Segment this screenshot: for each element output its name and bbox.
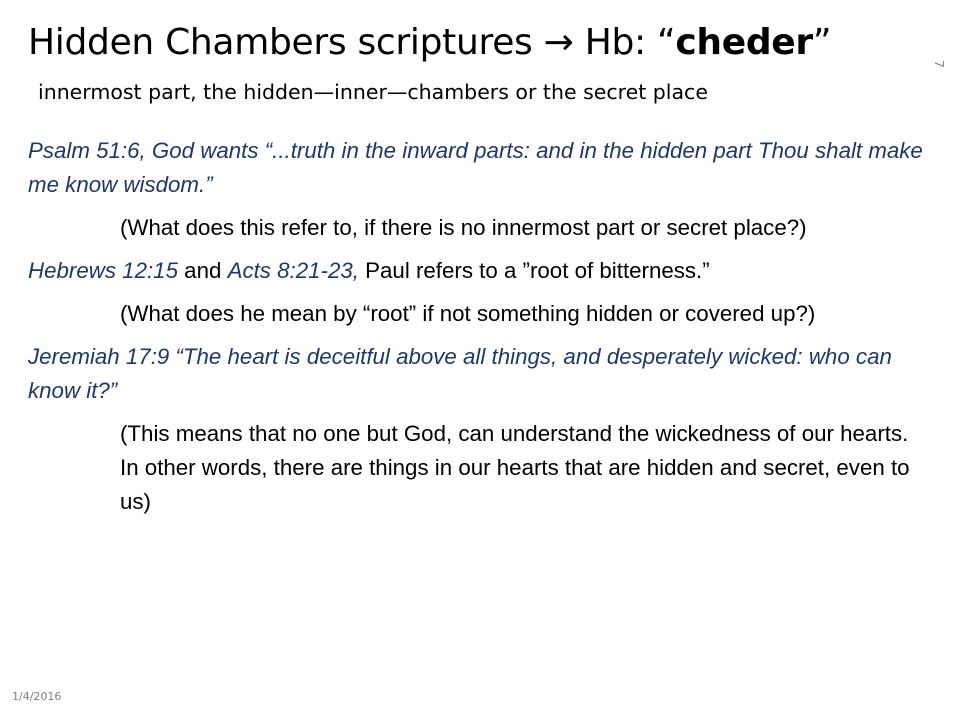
title-text: Hidden Chambers scriptures <box>28 22 544 63</box>
psalm-scripture-text: Psalm 51:6, God wants “...truth in the inward parts: and in the hidden part Thou shalt make me know wisdom.” <box>28 138 923 197</box>
conjunction-text: and <box>177 258 228 283</box>
title-hebrew-prefix: Hb: “ <box>573 22 676 63</box>
acts-reference: Acts 8:21-23, <box>227 258 359 283</box>
root-question-text: (What does he mean by “root” if not something hidden or covered up?) <box>120 301 816 326</box>
jeremiah-explanation-paragraph <box>28 417 933 519</box>
hebrews-acts-paragraph <box>28 254 933 288</box>
hebrews-reference: Hebrews 12:15 <box>28 258 178 283</box>
root-of-bitterness-text: Paul refers to a ”root of bitterness.” <box>358 258 710 283</box>
slide-subtitle: innermost part, the hidden—inner—chambers or the secret place <box>38 80 708 104</box>
slide-date: 1/4/2016 <box>12 690 62 703</box>
title-hebrew-word: cheder <box>675 22 813 63</box>
jeremiah-explanation-text: (This means that no one but God, can understand the wickedness of our hearts. In other words, there are things in our hearts that are hidden and secret, even to us) <box>120 421 910 514</box>
jeremiah-scripture-text: Jeremiah 17:9 “The heart is deceitful above all things, and desperately wicked: who can know it?” <box>28 344 892 403</box>
title-closing-quote: ” <box>812 22 832 63</box>
slide-title <box>28 18 918 68</box>
page-number: 7 <box>932 60 946 68</box>
psalm-question-text: (What does this refer to, if there is no innermost part or secret place?) <box>120 215 807 240</box>
root-question-paragraph <box>28 297 933 331</box>
right-arrow-icon: → <box>543 22 574 63</box>
psalm-question-paragraph <box>28 211 933 245</box>
slide-body <box>28 134 933 528</box>
psalm-reference-paragraph <box>28 134 933 202</box>
jeremiah-reference-paragraph <box>28 340 933 408</box>
